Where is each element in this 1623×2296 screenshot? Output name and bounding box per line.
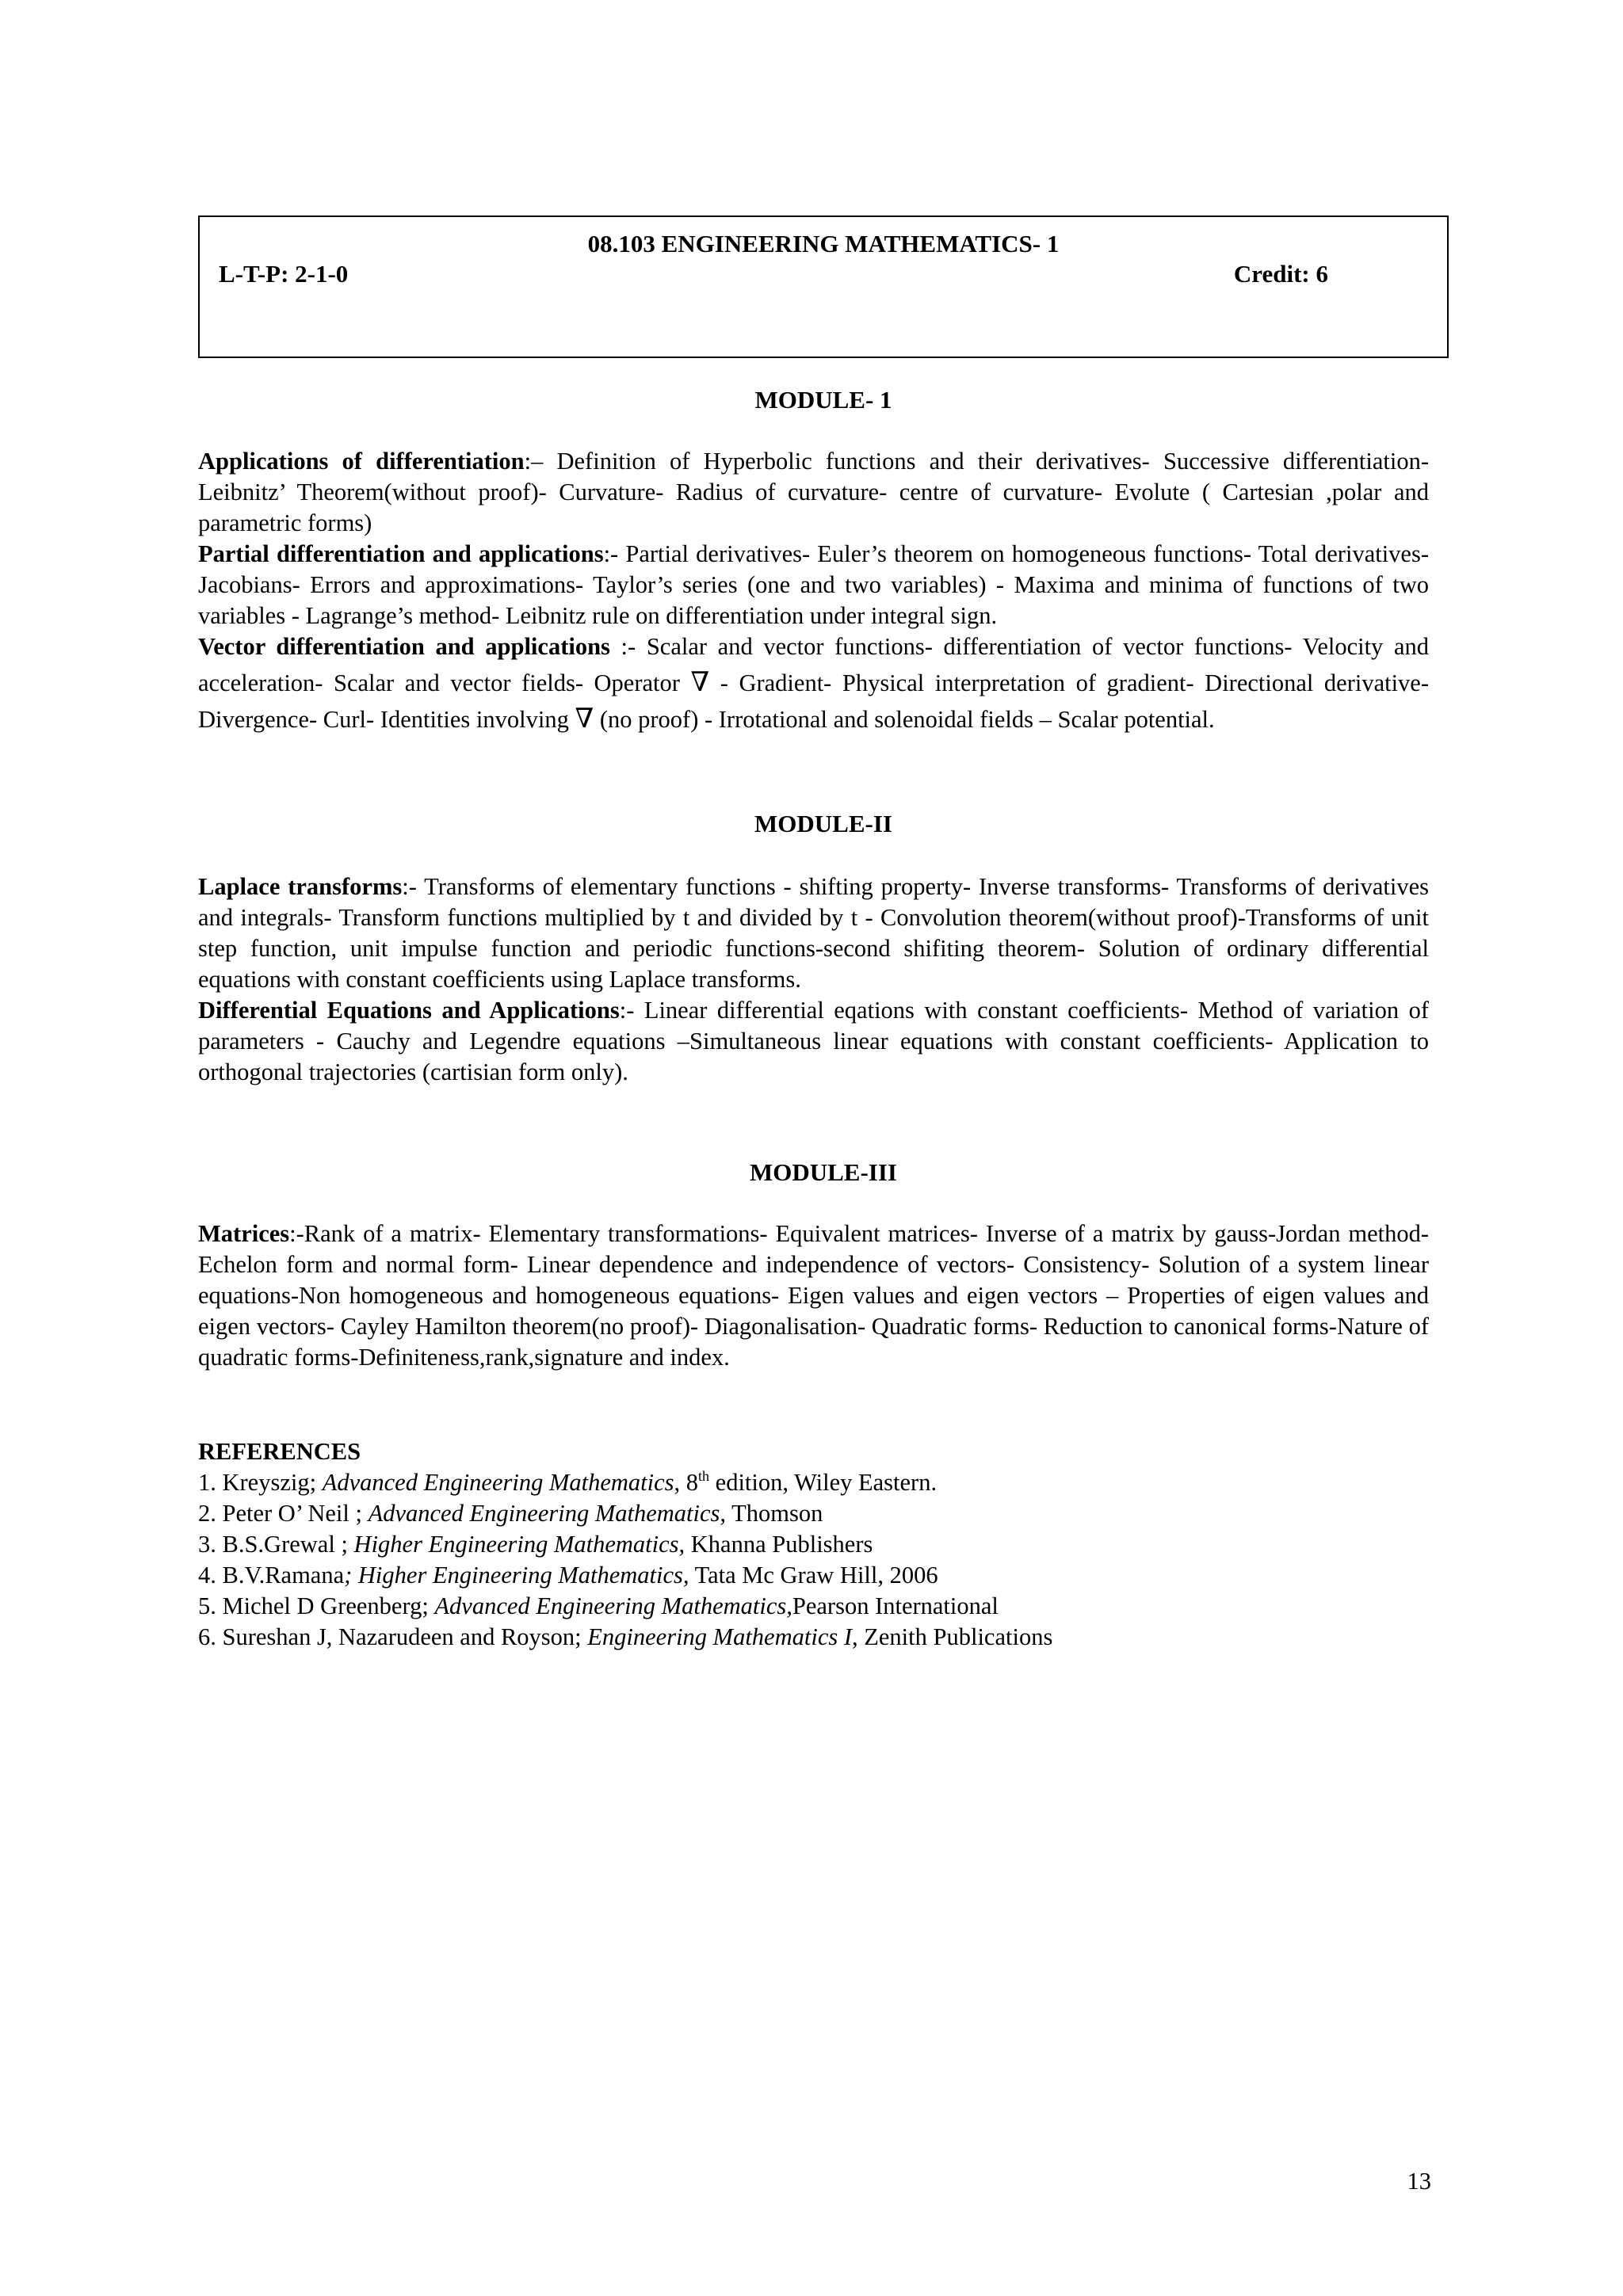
reference-author: Michel D Greenberg; [222,1592,435,1619]
topic-text: - Gradient- Physical interpretation of gradient- Directional derivative- Divergence- Curl- Identities involving [198,669,1429,733]
module-1-heading: MODULE- 1 [754,386,892,414]
module-2-content [198,871,1429,1088]
reference-author: Peter O’ Neil ; [222,1500,369,1527]
reference-number: 4. [198,1562,216,1589]
module-3-content [198,1219,1429,1373]
topic-title: Partial differentiation and applications [198,540,604,567]
reference-book-title: Advanced Engineering Mathematics, [434,1592,792,1619]
topic-differential-equations [198,995,1429,1088]
credit-label: Credit: 6 [1233,260,1328,288]
reference-number: 5. [198,1592,216,1619]
topic-text: Partial derivatives- Euler’s theorem on homogeneous functions- Total derivatives- Jacobians- Errors and approximations- Taylor’s series (one and two variables) - Maxima and minima of functions of two variables - Lagrange’s method- Leibnitz rule on differentiation under integral sign. [198,540,1429,629]
reference-number: 2. [198,1500,216,1527]
topic-separator: :- [619,997,635,1024]
reference-author: Kreyszig; [222,1469,323,1496]
reference-item [198,1467,1429,1498]
topic-separator: :- [289,1220,304,1247]
course-title: 08.103 ENGINEERING MATHEMATICS- 1 [587,230,1060,257]
reference-publisher: edition, Wiley Eastern. [709,1469,938,1496]
topic-title: Vector differentiation and applications [198,633,610,660]
reference-book-title: Advanced Engineering Mathematics, [368,1500,727,1527]
topic-text: Scalar and vector functions- differentiation of vector functions- Velocity and acceleration- Scalar and vector fields- Operator [198,633,1429,696]
reference-author: B.S.Grewal ; [222,1531,354,1558]
reference-number: 3. [198,1531,216,1558]
reference-publisher: Pearson International [792,1592,999,1619]
topic-laplace-transforms [198,871,1429,995]
ltp-label: L-T-P: 2-1-0 [219,260,349,288]
topic-text: Linear differential eqations with constant coefficients- Method of variation of parameters - Cauchy and Legendre equations –Simultaneous linear equations with constant coefficients- Application to orthogonal trajectories (cartisian form only). [198,997,1429,1085]
topic-text: Definition of Hyperbolic functions and their derivatives- Successive differentiation- Leibnitz’ Theorem(without proof)- Curvature- Radius of curvature- centre of curvature- Evolute ( Cartesian ,polar and parametric forms) [198,448,1429,536]
reference-publisher: Thomson [726,1500,823,1527]
module-1-content [198,446,1429,738]
reference-number: 6. [198,1623,216,1650]
topic-title: Laplace transforms [198,873,403,900]
nabla-operator-symbol: ∇ [690,668,710,697]
topic-applications-of-differentiation [198,446,1429,539]
nabla-operator-symbol: ∇ [575,704,594,734]
reference-edition: , 8 [674,1469,699,1496]
reference-book-title: Advanced Engineering Mathematics [322,1469,674,1496]
reference-publisher: Tata Mc Graw Hill, 2006 [689,1562,938,1589]
reference-item [198,1622,1429,1653]
page-number: 13 [1407,2168,1431,2195]
topic-partial-differentiation [198,539,1429,631]
reference-publisher: Khanna Publishers [685,1531,873,1558]
topic-text: Rank of a matrix- Elementary transformations- Equivalent matrices- Inverse of a matrix by gauss-Jordan method- Echelon form and normal form- Linear dependence and independence of vectors- Consistency- Solution of a system linear equations-Non homogeneous and homogeneous equations- Eigen values and eigen vectors – Properties of eigen values and eigen vectors- Cayley Hamilton theorem(no proof)- Diagonalisation- Quadratic forms- Reduction to canonical forms-Nature of quadratic forms-Definiteness,rank,signature and index. [198,1220,1429,1371]
reference-publisher: , Zenith Publications [852,1623,1053,1650]
reference-book-title: ; Higher Engineering Mathematics, [344,1562,689,1589]
topic-title: Matrices [198,1220,290,1247]
reference-book-title: Higher Engineering Mathematics, [353,1531,685,1558]
references-title: REFERENCES [198,1438,361,1465]
reference-author: Sureshan J, Nazarudeen and Royson; [222,1623,588,1650]
topic-title: Applications of differentiation [198,448,525,475]
references-section [198,1436,1429,1653]
reference-edition-suffix: th [698,1468,710,1484]
topic-separator: :– [524,448,544,475]
reference-item [198,1498,1429,1529]
topic-separator: :- [402,873,417,900]
topic-vector-differentiation [198,628,1429,738]
topic-text: Transforms of elementary functions - shifting property- Inverse transforms- Transforms of derivatives and integrals- Transform functions multiplied by t and divided by t - Convolution theorem(without proof)-Transforms of unit step function, unit impulse function and periodic functions-second shifiting theorem- Solution of ordinary differential equations with constant coefficients using Laplace transforms. [198,873,1429,993]
module-3-heading: MODULE-III [749,1158,897,1186]
topic-text: (no proof) - Irrotational and solenoidal fields – Scalar potential. [594,706,1215,733]
reference-number: 1. [198,1469,216,1496]
module-2-heading: MODULE-II [754,810,892,837]
topic-matrices [198,1219,1429,1373]
reference-item [198,1529,1429,1560]
reference-author: B.V.Ramana [222,1562,345,1589]
course-header-box [198,215,1449,358]
topic-separator: :- [609,633,636,660]
topic-separator: :- [603,540,619,567]
reference-item [198,1560,1429,1591]
reference-item [198,1591,1429,1622]
topic-title: Differential Equations and Applications [198,997,620,1024]
reference-book-title: Engineering Mathematics I [587,1623,853,1650]
